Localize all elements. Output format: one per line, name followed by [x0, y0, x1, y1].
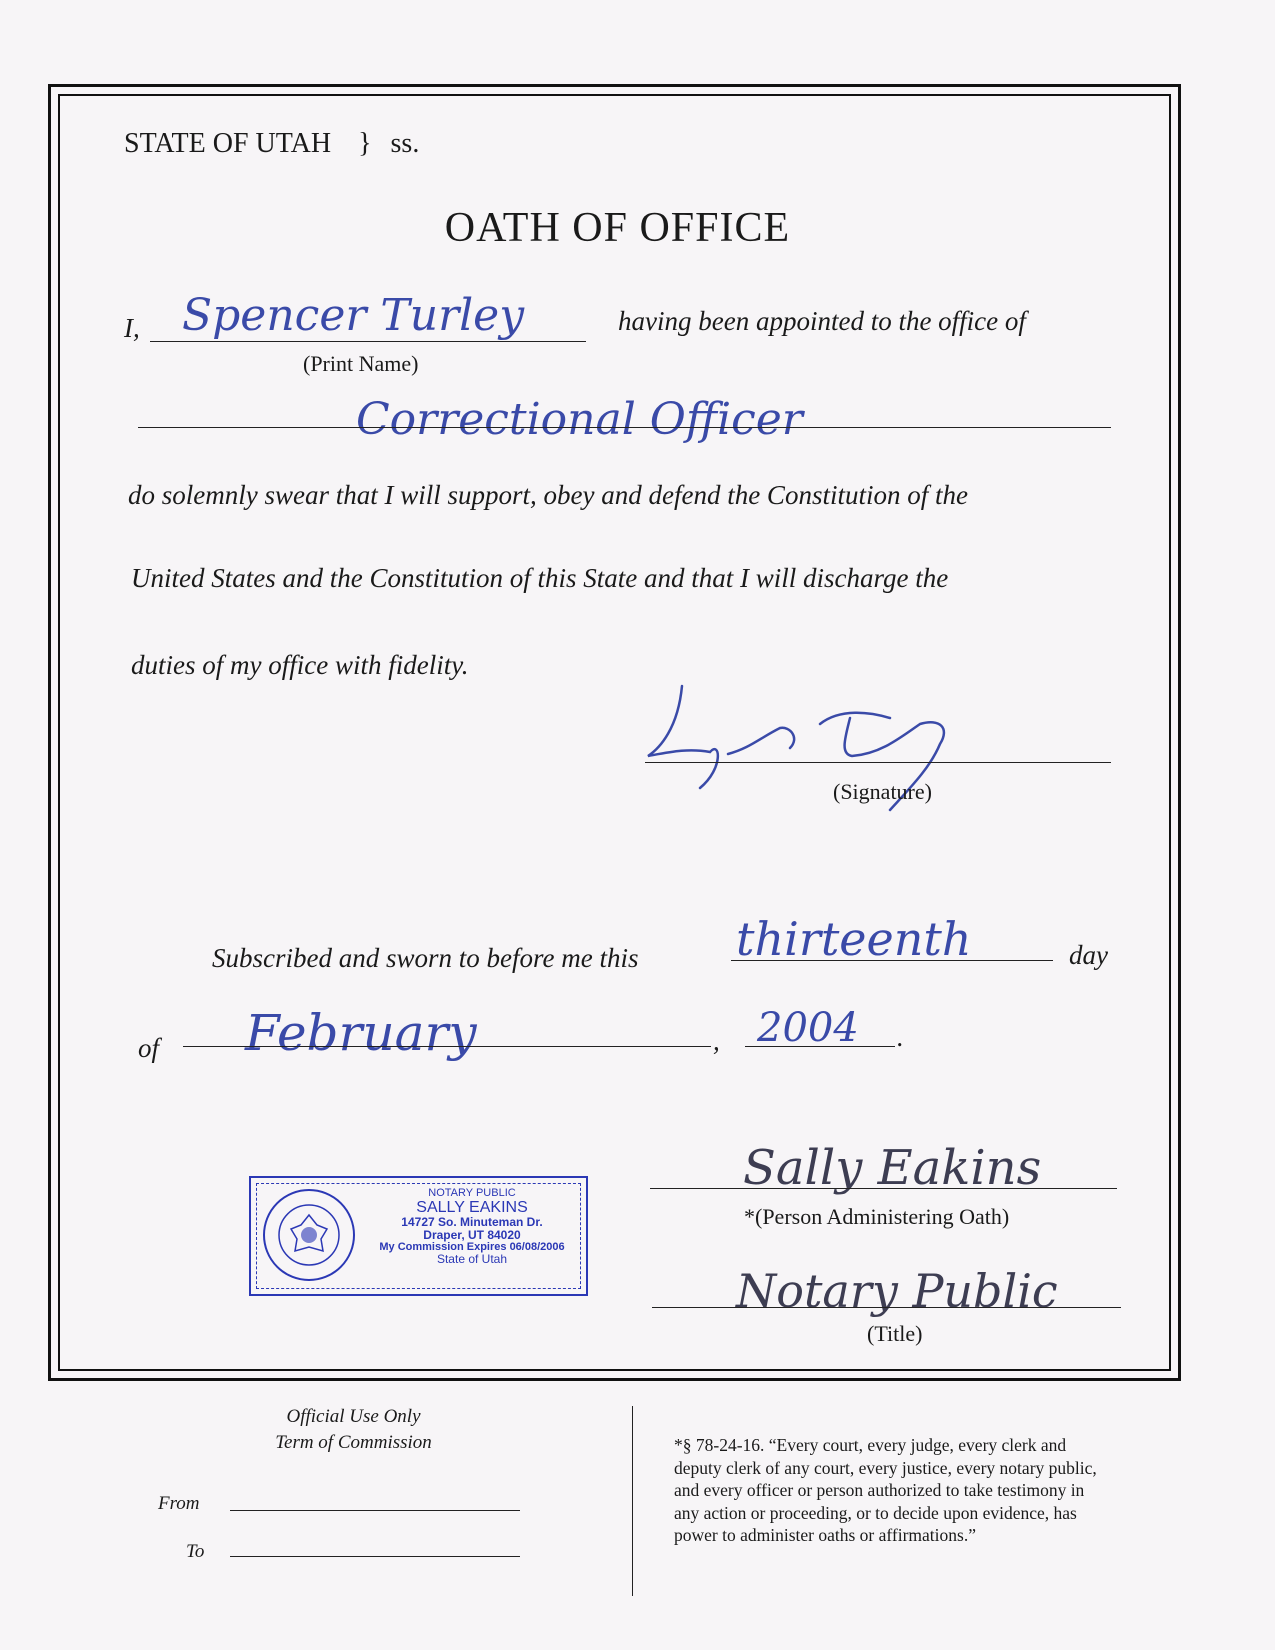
utah-state-seal-icon: [263, 1189, 355, 1281]
month-line: [183, 1046, 711, 1047]
oath-line-3: duties of my office with fidelity.: [131, 650, 469, 680]
seal-line-3: 14727 So. Minuteman Dr.: [401, 1215, 543, 1230]
official-use-heading: [265, 1404, 442, 1455]
handwritten-name: Spencer Turley: [182, 290, 525, 341]
date-period: .: [897, 1022, 904, 1052]
statute-line-3: and every officer or person authorized to take testimony in: [674, 1480, 1085, 1500]
to-label: To: [186, 1541, 205, 1562]
sworn-text: Subscribed and sworn to before me this: [212, 943, 639, 973]
handwritten-office: Correctional Officer: [356, 394, 803, 445]
seal-line-4: Draper, UT 84020: [423, 1227, 521, 1242]
of-word: of: [138, 1033, 160, 1063]
handwritten-year: 2004: [757, 1005, 859, 1051]
pronoun-i: I,: [124, 313, 140, 343]
signature-line: [645, 762, 1111, 763]
venue-brace: }: [358, 128, 372, 159]
seal-line-1: NOTARY PUBLIC: [428, 1187, 516, 1199]
day-line: [731, 960, 1053, 961]
seal-line-2: SALLY EAKINS: [416, 1198, 528, 1216]
seal-line-5: My Commission Expires 06/08/2006: [379, 1240, 565, 1253]
state-name: STATE OF UTAH: [124, 128, 332, 159]
day-word: day: [1069, 940, 1108, 970]
office-line: [138, 427, 1111, 428]
handwritten-title: Notary Public: [736, 1264, 1058, 1318]
title-label: (Title): [867, 1321, 923, 1346]
signature-label: (Signature): [833, 779, 932, 804]
official-use-line: Official Use Only: [286, 1406, 421, 1427]
statute-line-2: deputy clerk of any court, every justice, every notary public,: [674, 1457, 1097, 1478]
statute-line-4: any action or proceeding, or to decide upon evidence, has: [674, 1502, 1077, 1523]
appointee-signature: [640, 668, 1000, 818]
appointment-text: having been appointed to the office of: [618, 306, 1026, 336]
notary-seal-stamp: [249, 1176, 588, 1296]
document-title: OATH OF OFFICE: [444, 205, 791, 251]
from-label: From: [158, 1493, 200, 1514]
handwritten-day: thirteenth: [736, 912, 972, 966]
date-comma: ,: [713, 1026, 720, 1056]
name-line: [150, 341, 586, 342]
state-seal-emblem: [265, 1191, 353, 1279]
seal-line-6: State of Utah: [436, 1252, 508, 1267]
from-line: [230, 1510, 520, 1511]
print-name-label: (Print Name): [303, 351, 419, 376]
statute-line-5: power to administer oaths or affirmations.”: [674, 1525, 976, 1545]
venue-header: [124, 128, 419, 160]
handwritten-month: February: [245, 1004, 477, 1062]
year-line: [745, 1046, 895, 1047]
to-line: [230, 1556, 520, 1557]
statute-note: [674, 1434, 1097, 1547]
title-line: [652, 1307, 1121, 1308]
oath-line-1: do solemnly swear that I will support, obey and defend the Constitution of the: [128, 480, 968, 510]
seal-text-block: [361, 1188, 583, 1266]
footer-divider: [632, 1406, 633, 1596]
oath-line-2: United States and the Constitution of this State and that I will discharge the: [131, 563, 949, 593]
administrator-label: *(Person Administering Oath): [744, 1204, 1010, 1229]
term-of-commission-line: Term of Commission: [275, 1431, 432, 1453]
administrator-signature: Sally Eakins: [743, 1140, 1042, 1196]
statute-line-1: *§ 78-24-16. “Every court, every judge, every clerk and: [674, 1435, 1067, 1455]
administrator-line: [650, 1188, 1117, 1189]
venue-ss: ss.: [390, 128, 420, 159]
